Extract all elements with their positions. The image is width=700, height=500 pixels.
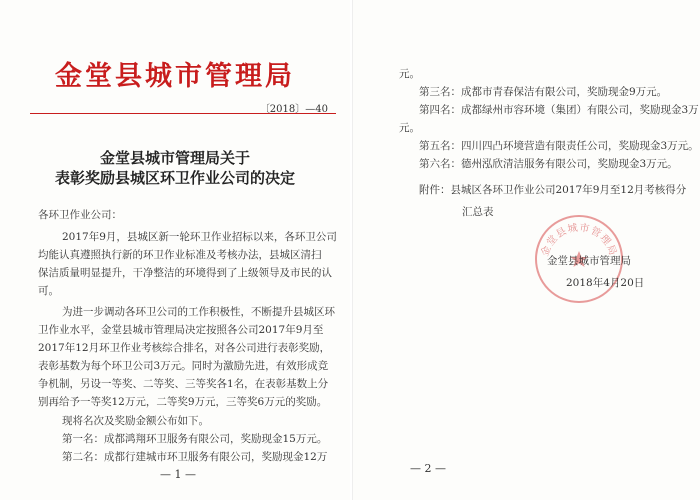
signer-name: 金堂县城市管理局 — [547, 255, 631, 267]
award-line: 第六名：德州泓欣清洁服务有限公司，奖励现金3万元。 — [419, 158, 678, 170]
paragraph-1-line: 均能认真遵照执行新的环卫作业标准及考核办法，县城区清扫 — [38, 249, 322, 261]
paragraph-2-line: 2017年12月环卫作业考核综合排名，对各公司进行表彰奖励， — [38, 342, 331, 354]
paragraph-1-line: 保洁质量明显提升，干净整洁的环境得到了上级领导及市民的认 — [38, 267, 332, 279]
award-line: 第二名：成都行建城市环卫服务有限公司，奖励现金12万 — [62, 451, 328, 463]
title-line-2: 表彰奖励县城区环卫作业公司的决定 — [54, 169, 295, 187]
page-number: — 1 — — [160, 468, 196, 481]
award-line: 第四名：成都绿州市容环境（集团）有限公司，奖励现金3万 — [419, 104, 699, 116]
attachment-line: 汇总表 — [462, 206, 494, 218]
award-line: 第五名：四川四凸环境营造有限责任公司，奖励现金3万元。 — [419, 140, 699, 152]
page-number: — 2 — — [410, 462, 446, 475]
title-line-1: 金堂县城市管理局关于 — [99, 149, 250, 167]
paragraph-2-line: 卫作业水平，金堂县城市管理局决定按照各公司2017年9月至 — [38, 324, 324, 336]
paragraph-1-line: 可。 — [38, 285, 59, 297]
award-line: 第三名：成都市青春保洁有限公司，奖励现金9万元。 — [419, 86, 668, 98]
paragraph-3: 现将名次及奖励金额公布如下。 — [62, 415, 209, 427]
attachment-line: 附件：县城区各环卫作业公司2017年9月至12月考核得分 — [419, 184, 687, 196]
salutation: 各环卫作业公司： — [38, 209, 122, 221]
paragraph-2-line: 争机制，另设一等奖、二等奖、三等奖各1名，在表彰基数上分 — [38, 378, 329, 390]
svg-text:金堂县城市管理局: 金堂县城市管理局 — [539, 222, 619, 258]
red-divider-line — [30, 113, 336, 114]
award-line: 第一名：成都鸿翔环卫服务有限公司，奖励现金15万元。 — [62, 433, 328, 445]
award-line: 元。 — [399, 68, 420, 80]
paragraph-2-line: 表彰基数为每个环卫公司3万元。同时为激励先进，有效形成竞 — [38, 360, 329, 372]
document-number: 〔2018〕—40 — [259, 104, 328, 115]
award-line: 元。 — [399, 122, 420, 134]
paragraph-2-line: 为进一步调动各环卫公司的工作积极性，不断提升县城区环 — [62, 306, 335, 318]
paragraph-1-line: 2017年9月，县城区新一轮环卫作业招标以来，各环卫公司 — [62, 231, 337, 243]
issue-date: 2018年4月20日 — [566, 277, 645, 289]
paragraph-2-line: 别再给予一等奖12万元，二等奖9万元，三等奖6万元的奖励。 — [38, 396, 328, 408]
issuer-header: 金堂县城市管理局 — [55, 61, 295, 92]
